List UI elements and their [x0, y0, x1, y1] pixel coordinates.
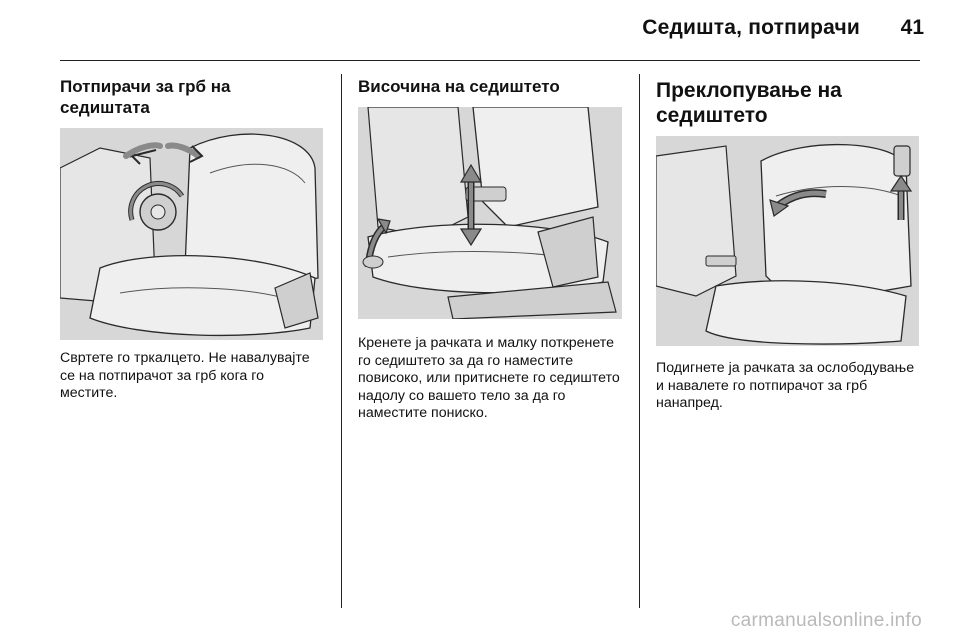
figure-seat-height-lever	[358, 107, 622, 319]
section-heading: Потпирачи за грб на седиштата	[60, 77, 231, 117]
column-divider-1	[341, 74, 342, 608]
section-heading: Височина на седиштето	[358, 77, 560, 96]
section-body: Свртете го тркалцето. Не навалувајте се на потпирачот за грб кога го местите.	[60, 350, 310, 402]
section-body: Подигнете ја рачката за ослободување и навалете го потпирачот за грб нанапред.	[656, 360, 915, 412]
figure-seat-folding-lever	[656, 136, 919, 346]
watermark-link[interactable]: carmanualsonline.info	[730, 610, 922, 631]
header-rule	[60, 60, 920, 61]
figure-backrest-wheel	[60, 128, 323, 340]
section-body: Кренете ја рачката и малку поткренете го седиштето за да го наместите повисоко, или притиснете го седиштето надолу со вашето тело за да го наместите пониско.	[358, 335, 620, 422]
header-title: Седишта, потпирачи	[642, 16, 860, 39]
page-number: 41	[900, 16, 924, 39]
column-divider-2	[639, 74, 640, 608]
section-heading: Преклопување на седиштето	[656, 79, 842, 127]
